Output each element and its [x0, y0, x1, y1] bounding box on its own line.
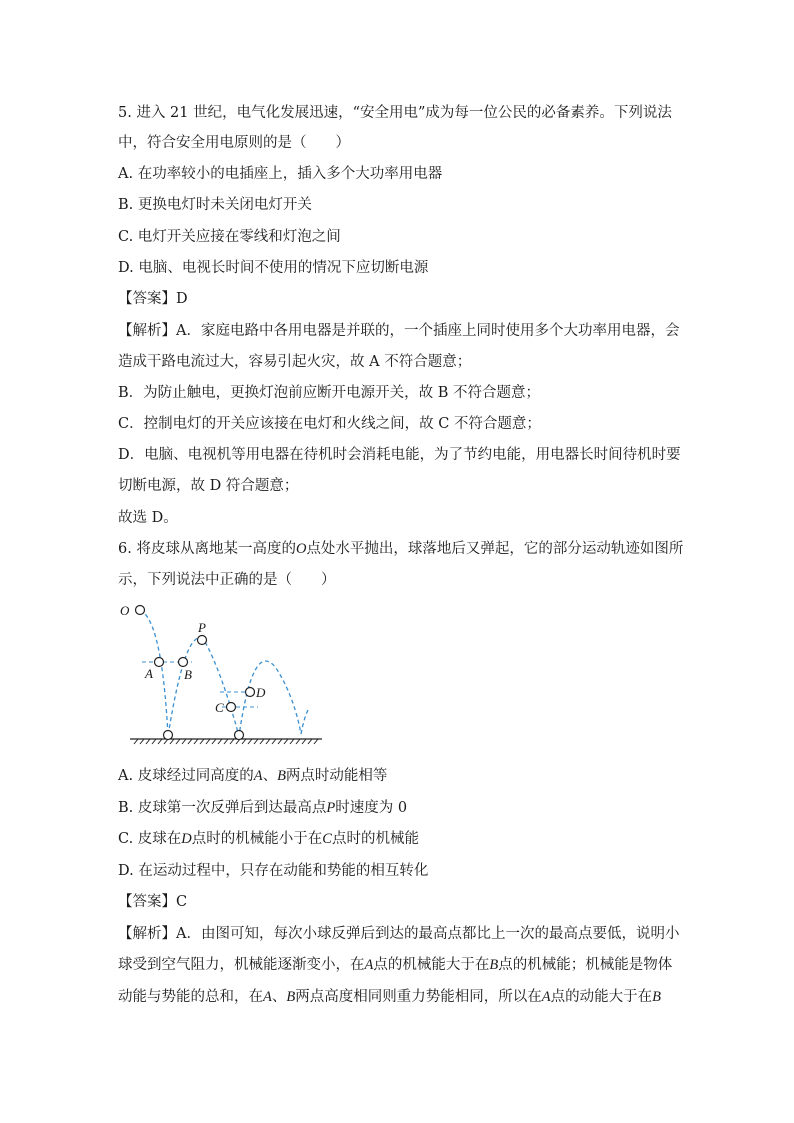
q5-analysis-line: 【解析】A．家庭电路中各用电器是并联的，一个插座上同时使用多个大功率用电器，会 [118, 323, 680, 339]
q5-stem-line2: 中，符合安全用电原则的是（ ） [118, 135, 350, 151]
q5-option-d: D. 电脑、电视长时间不使用的情况下应切断电源 [118, 260, 429, 276]
q6-analysis-line: 动能与势能的总和，在A、B两点高度相同则重力势能相同，所以在A点的动能大于在B [118, 989, 661, 1005]
q5-analysis-line: D．电脑、电视机等用电器在待机时会消耗电能，为了节约电能，用电器长时间待机时要 [118, 447, 681, 463]
label-o: O [120, 603, 130, 618]
ball-o [136, 606, 145, 615]
ball-ground-1 [164, 731, 173, 740]
q6-option-b: B. 皮球第一次反弹后到达最高点P时速度为 0 [118, 800, 408, 816]
q5-stem-line1: 5. 进入 21 世纪，电气化发展迅速，“安全用电”成为每一位公民的必备素养。下列说法 [118, 105, 672, 121]
q6-option-a: A. 皮球经过同高度的A、B两点时动能相等 [118, 768, 388, 784]
label-p: P [198, 620, 206, 635]
q6-analysis-line: 球受到空气阻力，机械能逐渐变小，在A点的机械能大于在B点的机械能；机械能是物体 [118, 957, 673, 973]
q5-option-a: A. 在功率较小的电插座上，插入多个大功率用电器 [118, 166, 443, 182]
q6-answer: 【答案】C [118, 894, 188, 910]
q5-answer: 【答案】D [118, 291, 188, 307]
q6-stem-line2: 示，下列说法中正确的是（ ） [118, 572, 336, 588]
ball-d [246, 688, 255, 697]
ball-b [179, 658, 188, 667]
q5-analysis-line: 故选 D。 [118, 510, 178, 526]
q5-analysis-line: C．控制电灯的开关应该接在电灯和火线之间，故 C 不符合题意； [118, 416, 541, 432]
label-b: B [184, 667, 192, 682]
q5-option-b: B. 更换电灯时未关闭电灯开关 [118, 197, 312, 213]
label-c: C [215, 700, 224, 715]
ball-a [155, 658, 164, 667]
ball-p [198, 636, 207, 645]
ball-ground-2 [235, 731, 244, 740]
label-d: D [256, 685, 266, 700]
q6-option-c: C. 皮球在D点时的机械能小于在C点时的机械能 [118, 831, 419, 847]
trajectory-curve [140, 610, 301, 736]
q6-analysis-line: 【解析】A．由图可知，每次小球反弹后到达的最高点都比上一次的最高点要低，说明小 [118, 926, 680, 942]
ground [130, 739, 322, 744]
trajectory-tail [301, 710, 308, 734]
q5-analysis-line: 造成干路电流过大，容易引起火灾，故 A 不符合题意； [118, 354, 472, 370]
q5-analysis-line: 切断电源，故 D 符合题意； [118, 478, 299, 494]
q6-stem-line1: 6. 将皮球从离地某一高度的O点处水平抛出，球落地后又弹起，它的部分运动轨迹如图所 [118, 541, 684, 557]
q6-option-d: D. 在运动过程中，只存在动能和势能的相互转化 [118, 863, 429, 879]
ball-c [227, 703, 236, 712]
label-a: A [145, 666, 153, 681]
q5-analysis-line: B．为防止触电，更换灯泡前应断开电源开关，故 B 不符合题意； [118, 385, 541, 401]
bouncing-ball-figure [118, 598, 333, 748]
q5-option-c: C. 电灯开关应接在零线和灯泡之间 [118, 229, 341, 245]
